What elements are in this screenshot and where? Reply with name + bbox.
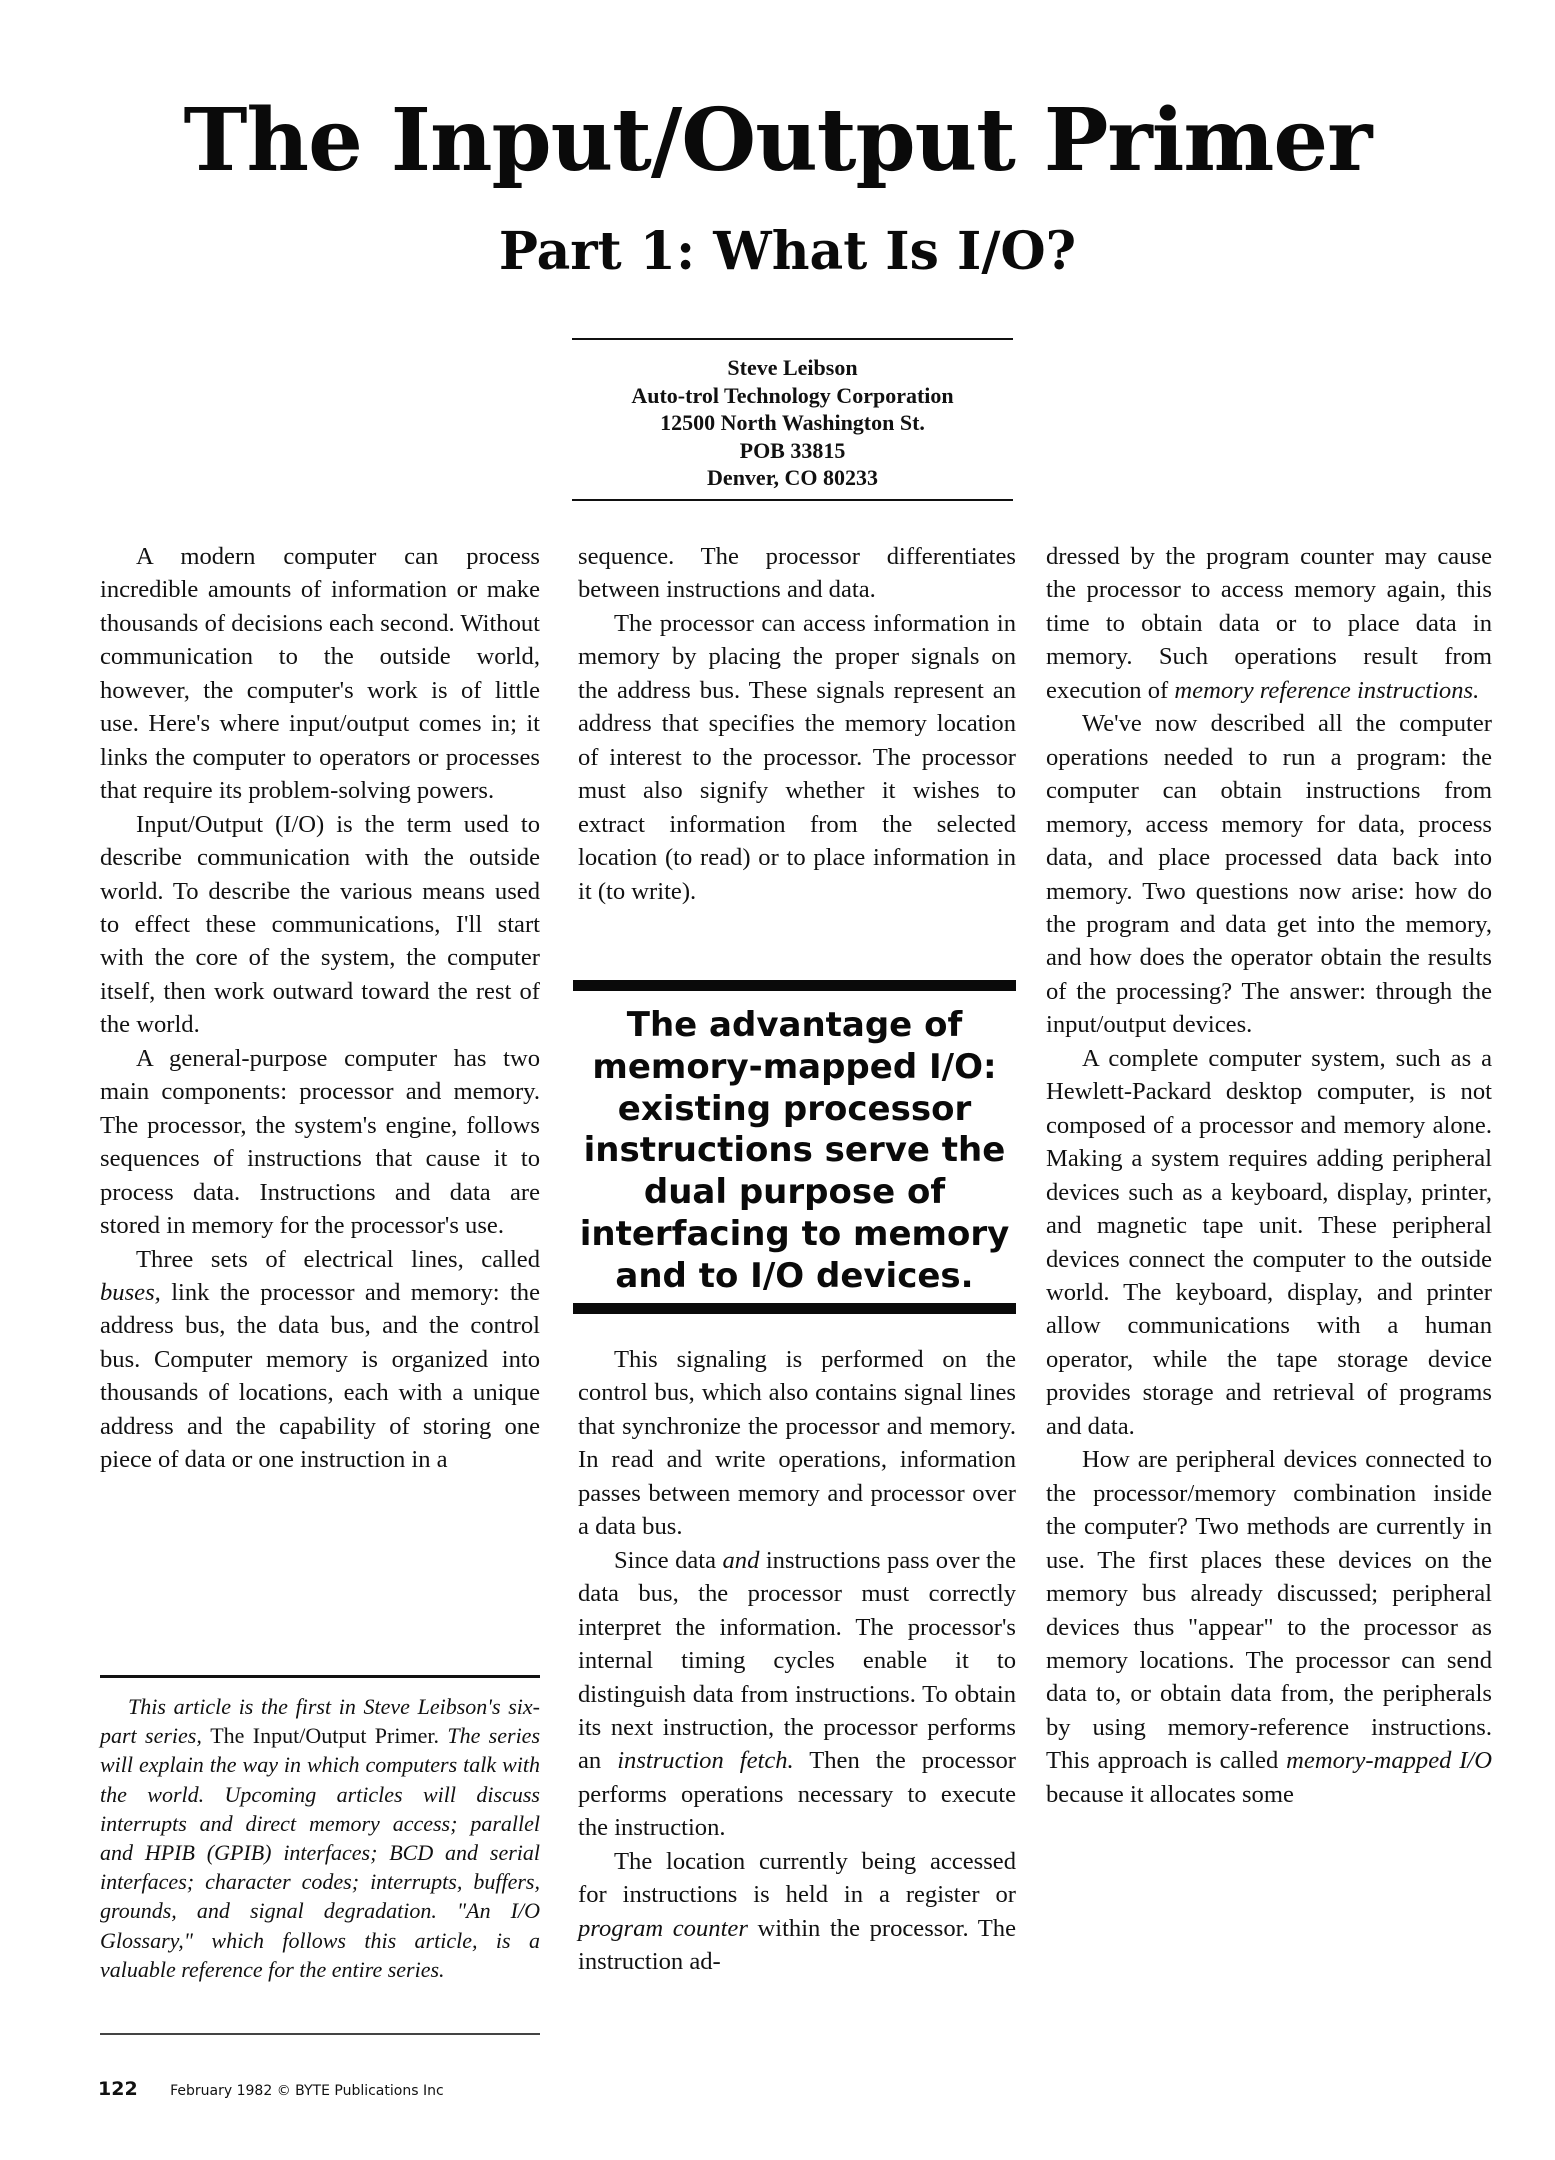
paragraph [1046,1443,1492,1811]
paragraph: The processor can access information in memory by placing the proper signals on the address bus. These signals represent an address that specifies the memory location of interest to the processor. The processor must also signify whether it wishes to extract information from the selected location (to read) or to place information in it (to write). [578,609,1016,905]
author-block [572,338,1013,501]
emphasis-term: memory-mapped I/O [1286,1747,1492,1775]
text-run: link the processor and memory: the address bus, the data bus, and the control bus. Computer memory is organized into thousands of locations, each with a unique address and the capability of storing one piece of data or one instruction in a [100,1278,541,1474]
text-run: Then the processor performs operations necessary to execute the instruction. [578,1747,1016,1842]
text-run: instructions pass over the data bus, the processor must correctly interpret the information. The processor's internal timing cycles enable it to distinguish data from instructions. To obtain its next instruction, the processor performs an [578,1546,1016,1775]
emphasis-term: buses, [100,1278,161,1306]
article-title: The Input/Output Primer [183,90,1372,191]
paragraph: This signaling is performed on the control bus, which also contains signal lines that synchronize the processor and memory. In read and write operations, information passes between memory and processor over a data bus. [578,1346,1016,1541]
text-run: This article is the first in Steve Leibson's six-part series, [100,1694,540,1749]
publication-credit: February 1982 © BYTE Publications Inc [170,2083,444,2099]
paragraph: We've now described all the computer operations needed to run a program: the computer can obtain instructions from memory, access memory for data, process data, and place processed data back into memory. Two questions now arise: how do the program and data get into the memory, and how does the operator obtain the results of the processing? The answer: through the input/output devices. [1046,710,1492,1039]
paragraph: A modern computer can process incredible amounts of information or make thousands of decisions each second. Without communication to the outside world, however, the computer's work is of little use. Here's where input/output comes in; it links the computer to operators or processes that require its problem-solving powers. [100,543,540,805]
paragraph: A complete computer system, such as a Hewlett-Packard desktop computer, is not composed of a processor and memory alone. Making a system requires adding peripheral devices such as a keyboard, display, printer, and magnetic tape unit. These peripheral devices connect the computer to the outside world. The keyboard, display, and printer allow communications with a human operator, while the tape storage device provides storage and retrieval of programs and data. [1046,1044,1492,1440]
text-run: because it allocates some [1046,1780,1294,1808]
article-subtitle: Part 1: What Is I/O? [498,221,1077,282]
paragraph: A general-purpose computer has two main components: processor and memory. The processor, the system's engine, follows sequences of instructions that cause it to process data. Instructions and data are stored in memory for the processor's use. [100,1044,540,1240]
column-1 [100,540,540,1477]
column-2-lower [578,1343,1016,1979]
author-company: Auto-trol Technology Corporation [631,382,954,408]
pull-quote: The advantage of memory-mapped I/O: existing processor instructions serve the dual purpose of interfacing to memory and to I/O devices. [573,980,1016,1314]
page-footer [98,2078,444,2100]
series-sidenote [100,1675,540,2035]
text-run: Three sets of electrical lines, called [136,1245,540,1273]
sidenote-paragraph [100,1692,540,1984]
emphasis-term: memory reference instructions. [1174,676,1480,704]
paragraph [578,1544,1016,1845]
text-run: How are peripheral devices connected to the processor/memory combination inside the computer? Two methods are currently in use. The first places these devices on the memory bus already discussed; peripheral devices thus "appear" to the processor as memory locations. The processor can send data to, or obtain data from, the peripherals by using memory-reference instructions. This approach is called [1046,1446,1492,1775]
text-run: within the processor. The instruction ad- [578,1914,1017,1976]
paragraph: sequence. The processor differentiates between instructions and data. [578,543,1016,604]
emphasis-term: and [722,1546,760,1574]
text-run: Since data [614,1546,717,1574]
page-number: 122 [98,2078,138,2100]
author-name: Steve Leibson [727,355,858,380]
paragraph: Input/Output (I/O) is the term used to describe communication with the outside world. To describe the various means used to effect these communications, I'll start with the core of the system, the computer itself, then work outward toward the rest of the world. [100,810,540,1039]
column-2-upper [578,540,1016,908]
author-pob: POB 33815 [739,437,846,463]
author-street: 12500 North Washington St. [660,410,925,435]
series-title: The Input/Output Primer. [210,1723,439,1749]
paragraph [578,1845,1016,1979]
author-city: Denver, CO 80233 [707,465,878,490]
text-run: The location currently being accessed for instructions is held in a register or [578,1847,1016,1909]
column-3 [1046,540,1492,1811]
paragraph [100,1243,540,1477]
text-run: dressed by the program counter may cause the processor to access memory again, this time to obtain data or to place data in memory. Such operations result from execution of [1046,543,1492,704]
emphasis-term: instruction fetch. [617,1747,794,1775]
paragraph [1046,540,1492,707]
text-run: The series will explain the way in which computers talk with the world. Upcoming articles will discuss interrupts and direct memory access; parallel and HPIB (GPIB) interfaces; BCD and serial interfaces; character codes; interrupts, buffers, grounds, and signal degradation. "An I/O Glossary," which follows this article, is a valuable reference for the entire series. [100,1723,541,1982]
emphasis-term: program counter [578,1914,748,1942]
